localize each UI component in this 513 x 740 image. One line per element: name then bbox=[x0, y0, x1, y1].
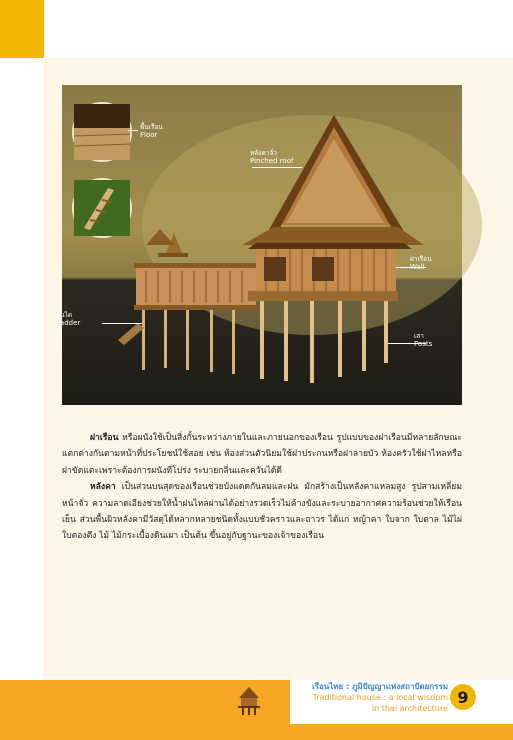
paragraph-roof bbox=[62, 479, 462, 545]
floor-detail-inset bbox=[72, 102, 132, 162]
corner-tab bbox=[0, 0, 44, 58]
body-text bbox=[62, 430, 462, 545]
paragraph-wall-term: ฝาเรือน bbox=[90, 433, 119, 443]
paragraph-roof-term: หลังคา bbox=[90, 482, 116, 493]
annotation-roof: หลังคาจั่ว Pinched roof bbox=[250, 149, 294, 165]
ladder-pointer bbox=[102, 323, 142, 324]
thai-house-model-photo bbox=[56, 85, 462, 405]
paragraph-wall bbox=[62, 430, 462, 479]
paragraph-wall-text: หรือผนังใช้เป็นสิ่งกั้นระหว่างภายในและภายนอกของเรือน รูปแบบของฝาเรือนมีหลายลักษณะ แตกต่างกันตามหน้าที่ประโยชน์ใช้สอย เช่น ห้องส่วนตัวนิยมใช้ฝาประกนหรือฝาลายบัว ห้องครัวใช้ฝาไหลหรือฝาขัดแตะเพราะต้องการผนังที่โปร่ง ระบายกลิ่นและควันได้ดี bbox=[62, 433, 462, 476]
paragraph-roof-text: เป็นส่วนบนสุดของเรือนช่วยบังแดดกันลมและฝน มักสร้างเป็นหลังคาแหลมสูง รูปสามเหลี่ยมหน้าจั่ว ความลาดเอียงช่วยให้น้ำฝนไหลผ่านได้อย่างรวดเร็วไม่ค้างขังและระบายอากาศความร้อนช่วยให้เรือนเย็น ส่วนพื้นผิวหลังคามีวัสดุได้หลากหลายชนิดทั้งแบบชั่วคราวและถาวร ได้แก่ หญ้าคา ใบจาก ใบตาล ไม้ไผ่ ใบตองตึง ไม้ ไม้กระเบื้องดินเผา เป็นต้น ขึ้นอยู่กับฐานะของเจ้าของเรือน bbox=[62, 482, 462, 542]
annotation-floor: พื้นเรือน Floor bbox=[140, 123, 163, 139]
floor-pointer bbox=[128, 130, 138, 131]
footer-title-thai: เรือนไทย : ภูมิปัญญาแห่งสถาปัตยกรรม bbox=[311, 682, 448, 691]
ladder-detail-inset bbox=[72, 178, 132, 238]
roof-pointer bbox=[252, 167, 302, 168]
footer-title bbox=[298, 681, 448, 714]
thai-house-icon bbox=[236, 686, 262, 716]
annotation-wall: ฝาเรือน Wall bbox=[410, 255, 432, 271]
footer-title-english-1: Traditional house : a local wisdom bbox=[312, 693, 448, 702]
annotation-posts: เสา Posts bbox=[414, 332, 433, 348]
annotation-ladder: บันได Ladder bbox=[56, 311, 81, 327]
footer-title-english-2: in thai architecture bbox=[371, 704, 448, 713]
page-number: 9 bbox=[450, 684, 476, 710]
